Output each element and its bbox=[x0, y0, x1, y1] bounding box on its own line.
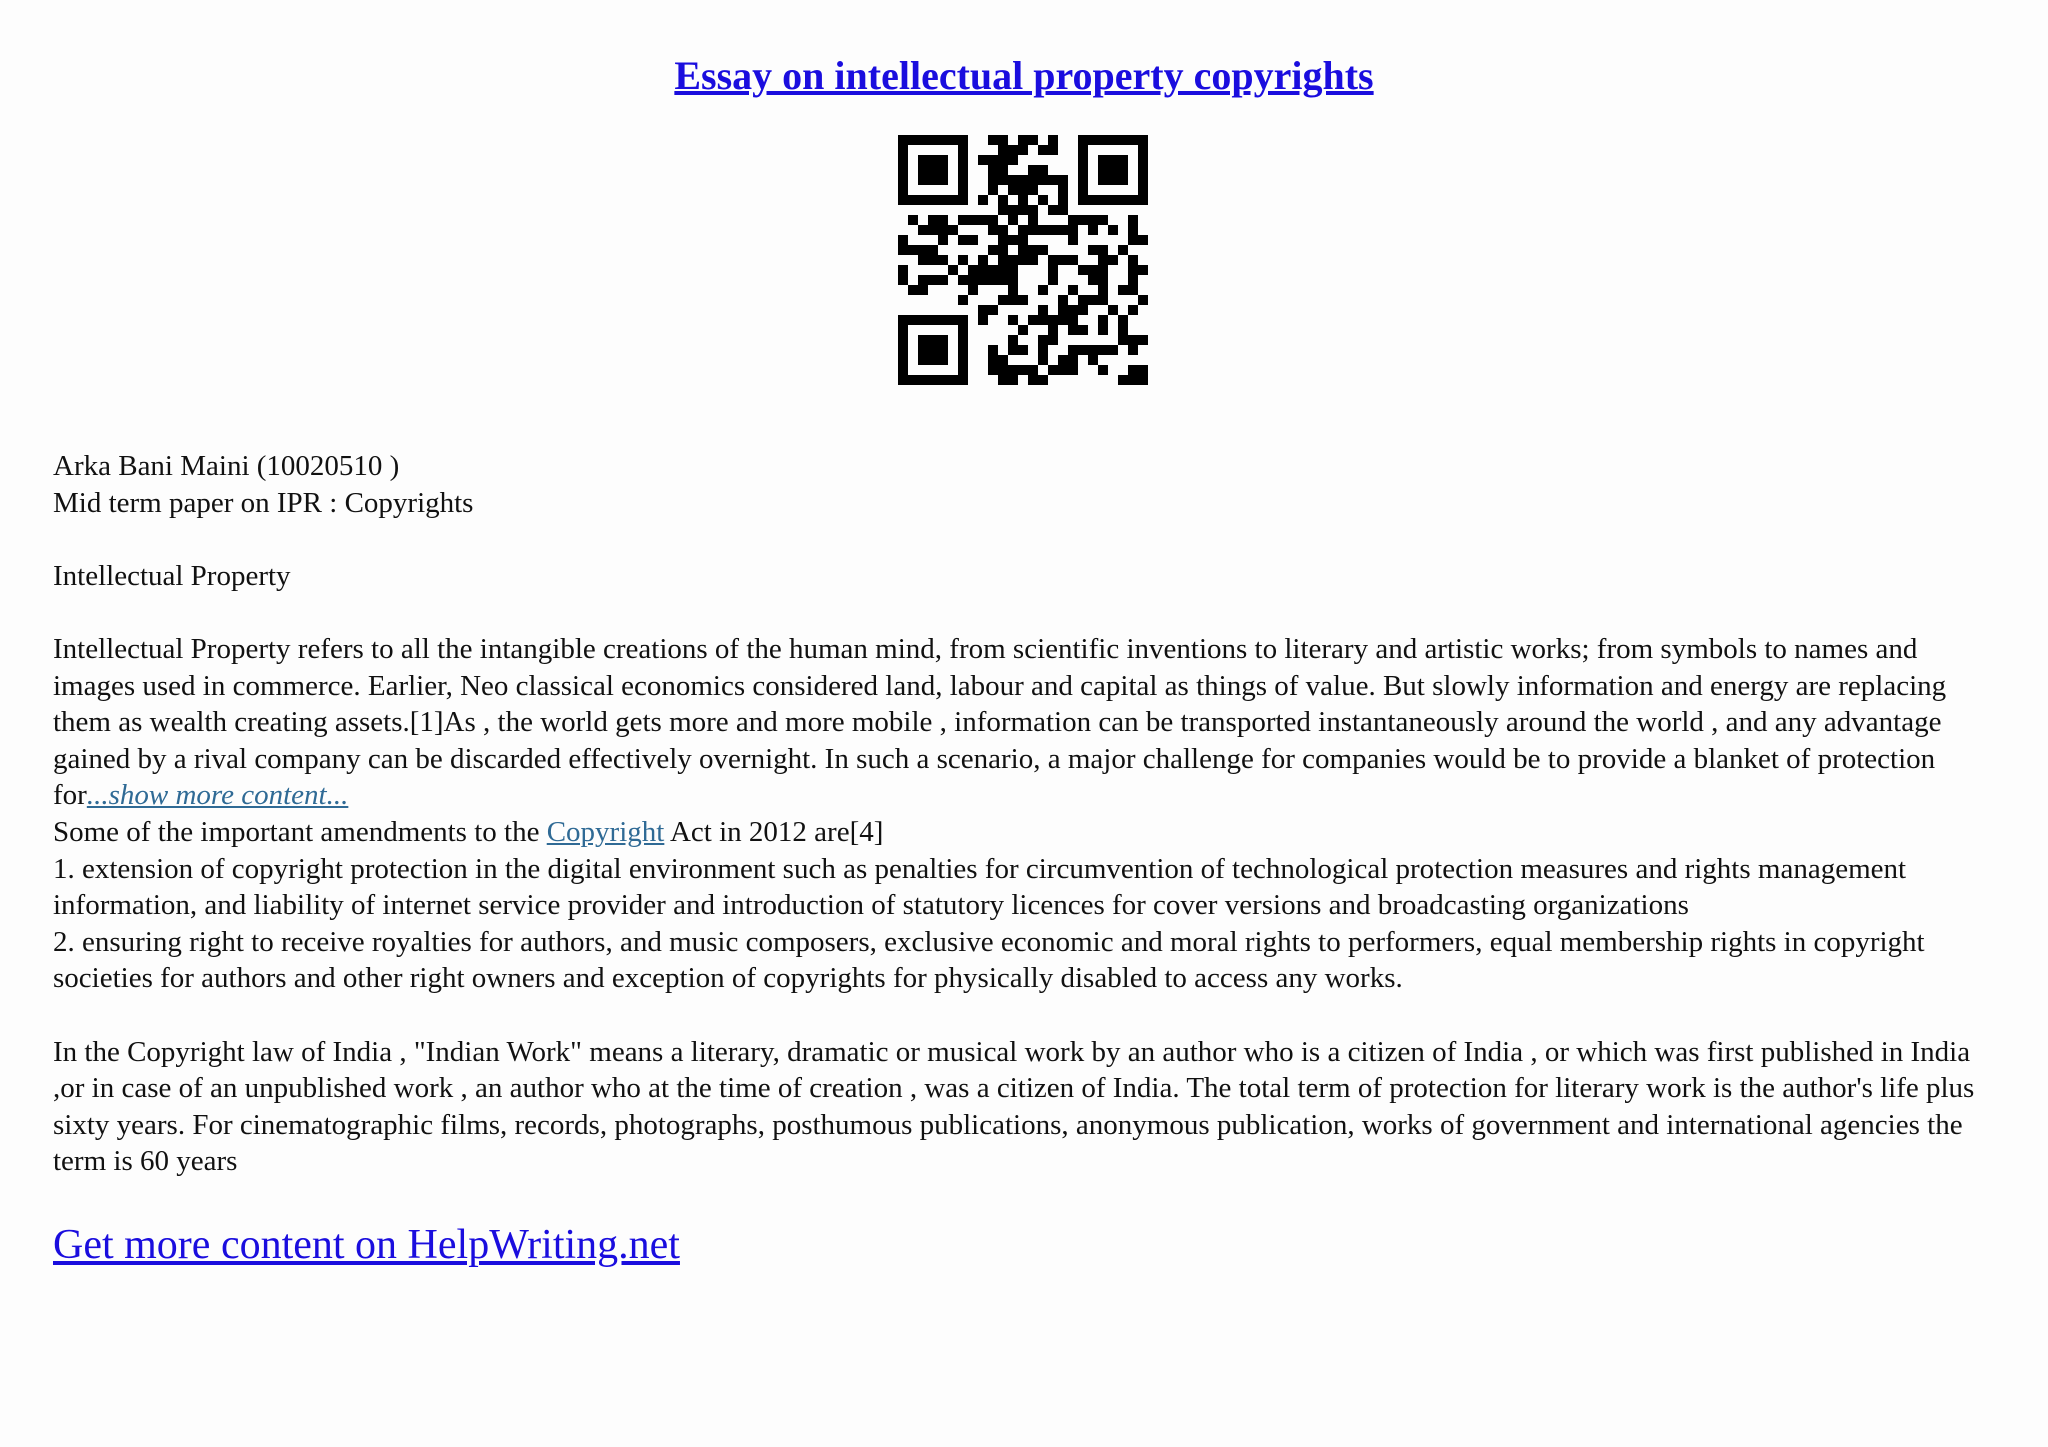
copyright-link[interactable]: Copyright bbox=[546, 815, 665, 848]
intro-paragraph bbox=[53, 631, 2003, 814]
title-link[interactable]: Essay on intellectual property copyrights bbox=[674, 53, 1374, 98]
amendments-line bbox=[53, 814, 2003, 851]
paper-subtitle: Mid term paper on IPR : Copyrights bbox=[53, 486, 474, 519]
section-heading: Intellectual Property bbox=[53, 559, 291, 592]
get-more-content-link[interactable]: Get more content on HelpWriting.net bbox=[53, 1222, 680, 1268]
cta-line bbox=[53, 1218, 680, 1272]
show-more-link[interactable]: ...show more content... bbox=[86, 779, 349, 812]
indian-work-paragraph: In the Copyright law of India , "Indian Work" means a literary, dramatic or musical work by an author who is a citizen of India , or which was first published in India ,or in case of an unpublished work , an author who at the time of creation , was a citizen of India. The total term of protection for literary work is the author's life plus sixty years. For cinematographic films, records, photographs, posthumous publications, anonymous publication, works of government and international agencies the term is 60 years bbox=[53, 1035, 1975, 1178]
essay-content bbox=[53, 448, 2003, 1180]
amendments-suffix: Act in 2012 are[4] bbox=[664, 815, 884, 848]
intro-paragraph-text: Intellectual Property refers to all the intangible creations of the human mind, from scientific inventions to literary and artistic works; from symbols to names and images used in commerce. Earlier, Neo classical economics considered land, labour and capital as things of value. But slowly information and energy are replacing them as wealth creating assets.[1]As , the world gets more and more mobile , information can be transported instantaneously around the world , and any advantage gained by a rival company can be discarded effectively overnight. In such a scenario, a major challenge for companies would be to provide a blanket of protection for bbox=[53, 632, 1947, 812]
page-title bbox=[0, 50, 2048, 102]
amendment-item-1: 1. extension of copyright protection in the digital environment such as penalties for circumvention of technological protection measures and rights management information, and liability of internet service provider and introduction of statutory licences for cover versions and broadcasting organizations bbox=[53, 852, 1907, 922]
qr-code-icon bbox=[898, 135, 1148, 385]
amendments-prefix: Some of the important amendments to the bbox=[53, 815, 547, 848]
amendment-item-2: 2. ensuring right to receive royalties for authors, and music composers, exclusive economic and moral rights to performers, equal membership rights in copyright societies for authors and other right owners and exception of copyrights for physically disabled to access any works. bbox=[53, 925, 1925, 995]
author-line: Arka Bani Maini (10020510 ) bbox=[53, 450, 400, 482]
